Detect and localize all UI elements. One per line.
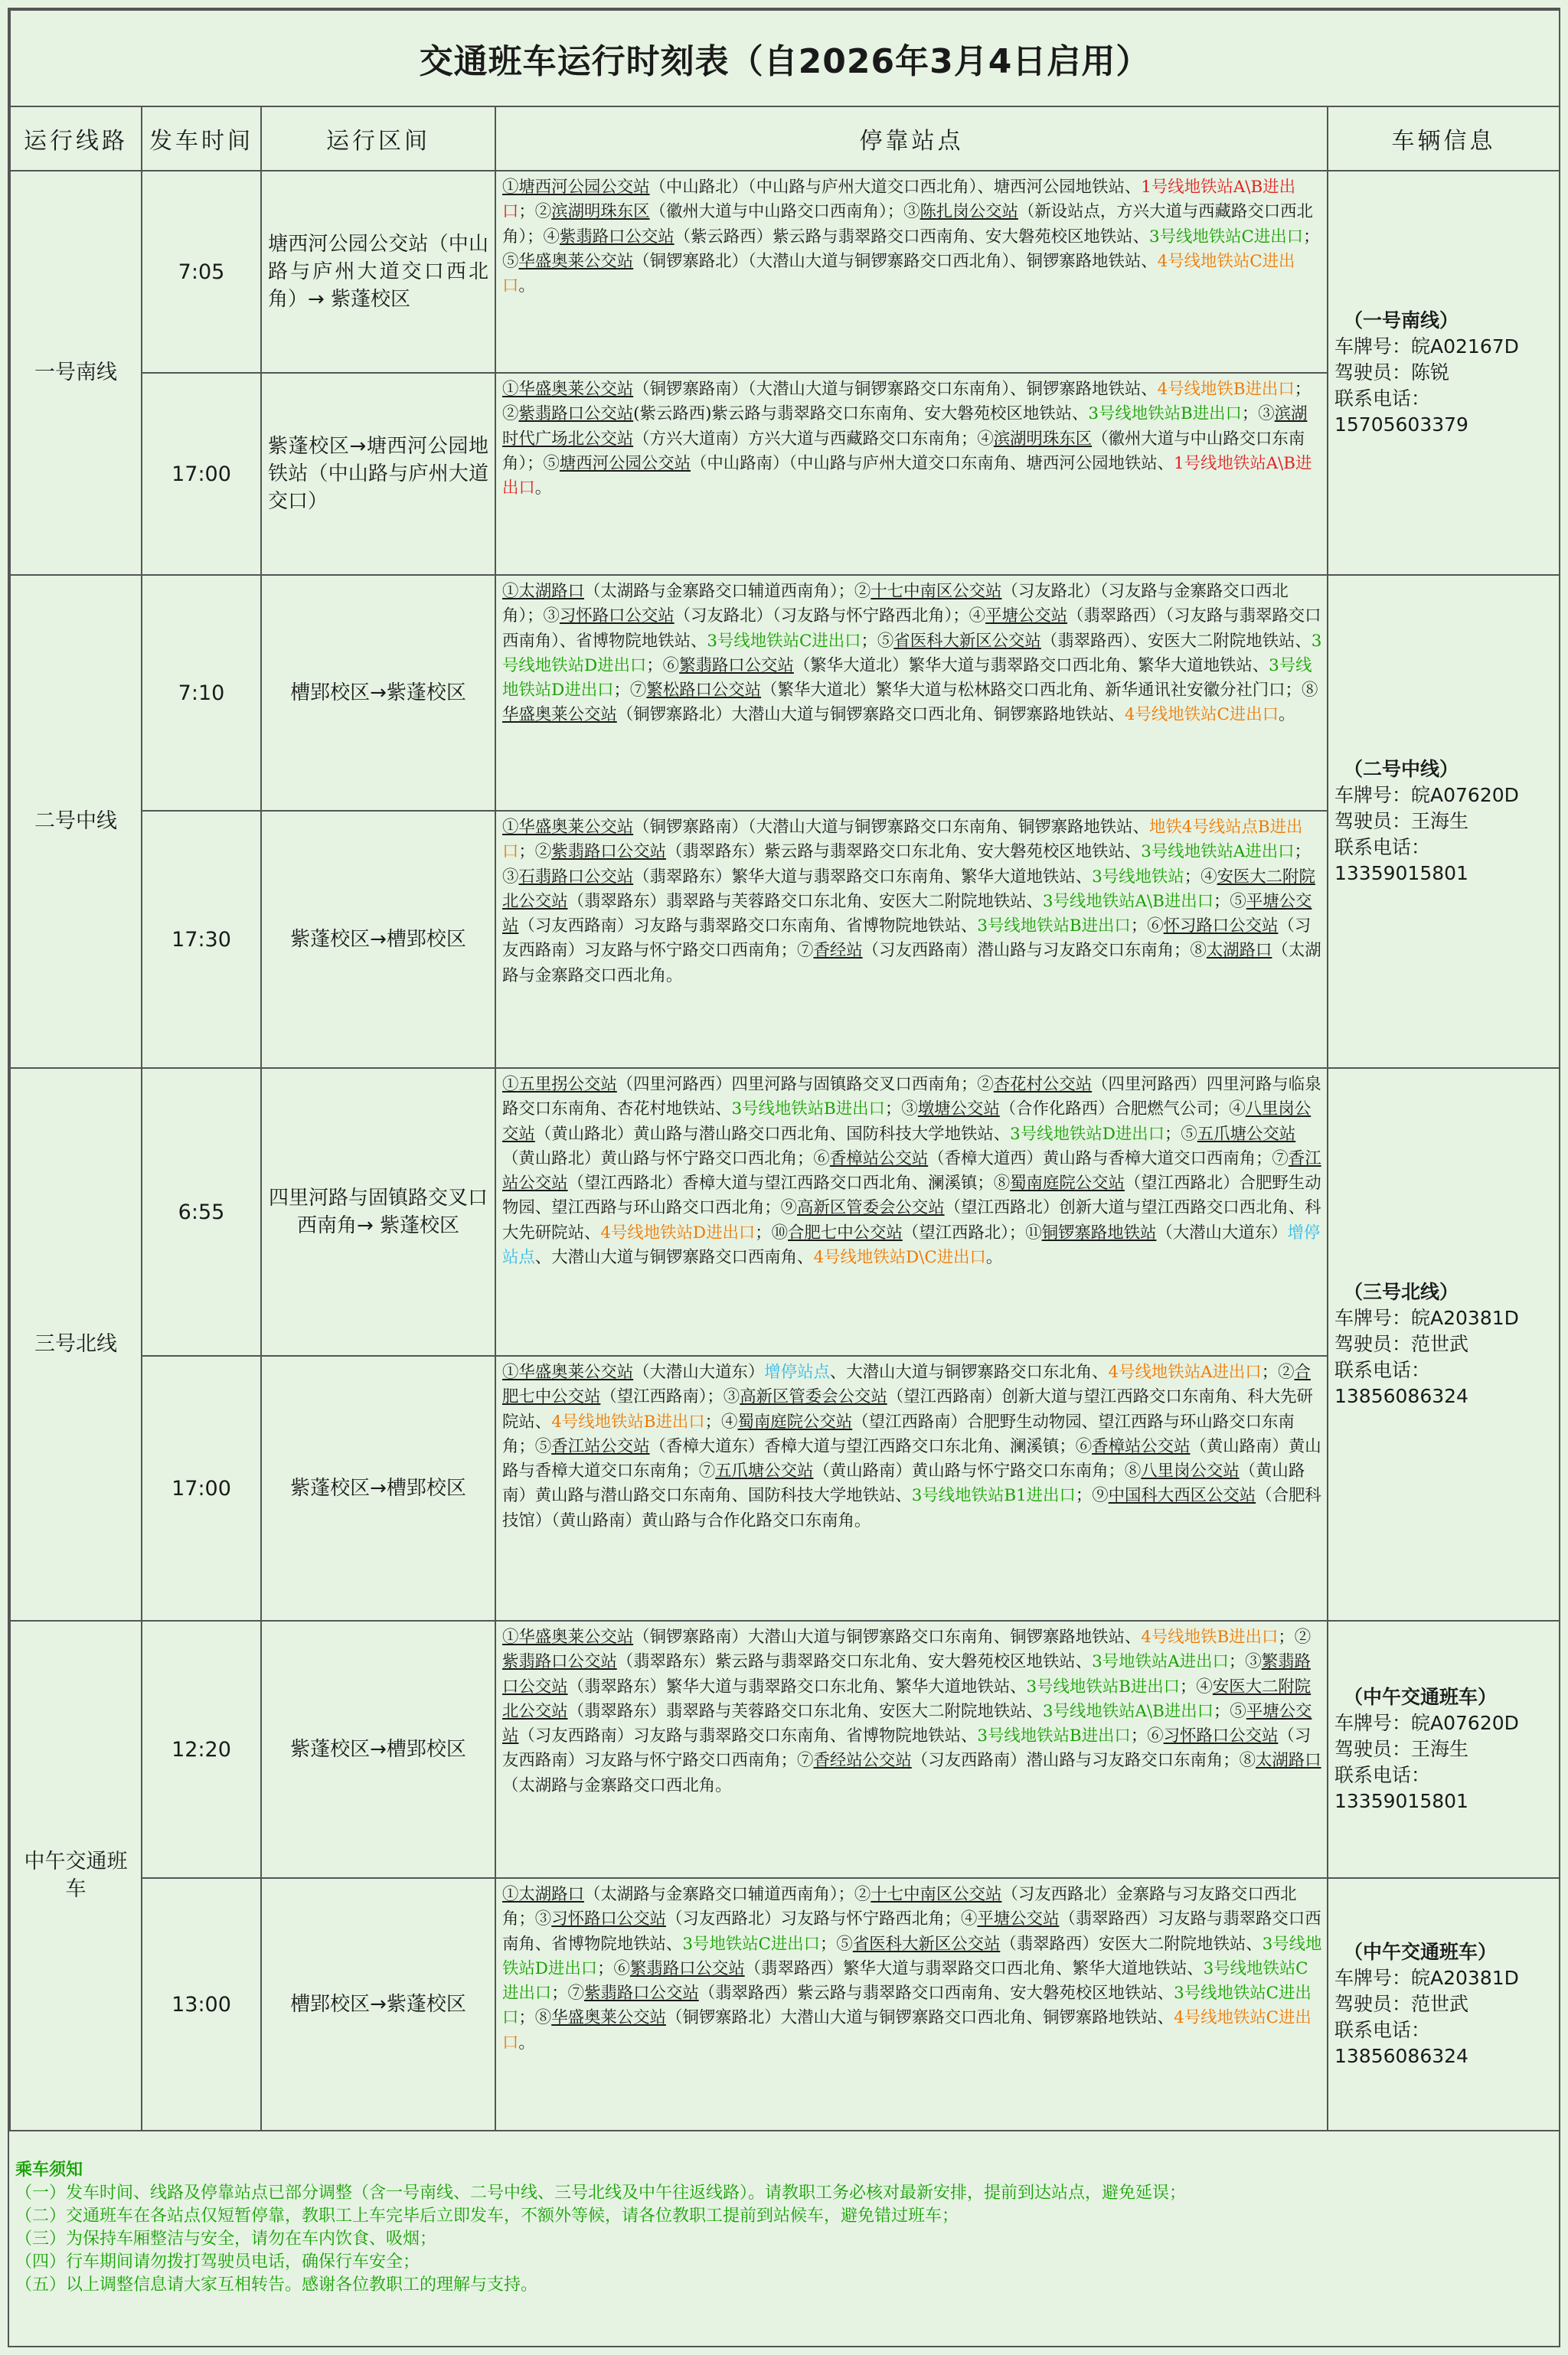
stop-detail: （翡翠路西）繁华大道与翡翠路交口西北角、繁华大道地铁站、	[744, 1958, 1204, 1978]
stop-name: 安医大二附院北公交站	[502, 1677, 1312, 1721]
stop-detail: ；⑥	[646, 655, 680, 675]
stop-detail: （铜锣寨路北）大潜山大道与铜锣寨路交口西北角、铜锣寨路地铁站、	[616, 705, 1125, 725]
stop-detail: ；②	[1278, 1628, 1312, 1647]
metro-exit-line3: 3号线地铁站D进出口	[502, 655, 1312, 701]
stop-detail: （习友路北）（习友路与怀宁路西北角）；④	[674, 606, 986, 626]
stop-detail: 、大潜山大道与铜锣寨路交口西南角、	[534, 1248, 814, 1268]
stops-cell	[495, 373, 1328, 575]
departure-time: 13:00	[142, 1878, 261, 2131]
stop-name: ①华盛奥莱公交站	[502, 1628, 634, 1647]
stop-detail: （翡翠路东）繁华大道与翡翠路交口东北角、繁华大道地铁站、	[567, 1677, 1027, 1697]
stop-detail: （习友西路北）金寨路与习友路交口西北角；③	[502, 1885, 1297, 1929]
route-section: 紫蓬校区→塘西河公园地铁站（中山路与庐州大道交口）	[261, 373, 495, 575]
metro-exit-line4: 4号线地铁站A进出口	[1108, 1363, 1262, 1382]
stop-name: 紫翡路口公交站	[551, 842, 666, 862]
stop-detail: （太湖路与金寨路交口辅道西南角）；②	[583, 1885, 871, 1904]
vehicle-phone-label: 联系电话：	[1334, 387, 1431, 410]
metro-exit-line1: 1号线地铁站A\B进出口	[502, 178, 1295, 222]
vehicle-phone: 13359015801	[1334, 1790, 1468, 1812]
stop-detail: （黄山路南）黄山路与香樟大道交口东南角；⑦	[502, 1436, 1321, 1481]
header-time: 发车时间	[142, 106, 261, 171]
stop-detail: 、大潜山大道与铜锣寨路交口东北角、	[829, 1363, 1109, 1382]
stop-name: 紫翡路口公交站	[518, 404, 634, 424]
stop-detail: （大潜山大道东）	[1156, 1223, 1288, 1243]
stop-detail: （翡翠路西）安医大二附院地铁站、	[1000, 1934, 1263, 1954]
stop-name: 香樟站公交站	[1092, 1436, 1191, 1456]
note-item: （三）为保持车厢整洁与安全，请勿在车内饮食、吸烟；	[15, 2229, 437, 2249]
boarding-notes	[15, 2159, 1547, 2297]
metro-exit-line4: 4号线地铁站C进出口	[502, 2008, 1312, 2053]
vehicle-plate: 车牌号：皖A20381D	[1334, 1307, 1519, 1329]
stop-detail: （铜锣寨路北）大潜山大道与铜锣寨路交口西北角、铜锣寨路地铁站、	[665, 2008, 1174, 2028]
note-item: （五）以上调整信息请大家互相转告。感谢各位教职工的理解与支持。	[15, 2275, 538, 2295]
vehicle-title: （一号南线）	[1344, 309, 1459, 332]
table-row	[10, 1068, 1560, 1356]
stops-cell	[495, 1068, 1328, 1356]
stop-detail: （黄山路北）黄山路与怀宁路交口西北角；⑥	[502, 1148, 830, 1168]
vehicle-phone: 15705603379	[1334, 413, 1468, 436]
added-stop-note: 增停站点	[764, 1363, 830, 1382]
stop-detail: （翡翠路东）翡翠路与芙蓉路交口东北角、安医大二附院地铁站、	[567, 891, 1043, 911]
stop-detail: （四里河路西）四里河路与固镇路交叉口西南角；②	[616, 1075, 994, 1094]
stop-detail: （太湖路与金寨路交口辅道西南角）；②	[583, 582, 871, 601]
departure-time: 6:55	[142, 1068, 261, 1356]
departure-time: 17:00	[142, 1356, 261, 1621]
table-row	[10, 811, 1560, 1068]
metro-exit-line4: 4号线地铁站C进出口	[502, 251, 1295, 296]
vehicle-driver: 驾驶员：范世武	[1334, 1993, 1469, 2015]
metro-exit-line1: 1号线地铁站A\B进出口	[502, 453, 1312, 498]
stop-name: 繁翡路口公交站	[629, 1958, 745, 1978]
stops-cell	[495, 1356, 1328, 1621]
table-row	[10, 575, 1560, 811]
stop-name: 省医科大新区公交站	[893, 631, 1041, 651]
stop-name: 太湖路口	[1256, 1751, 1321, 1771]
route-section: 槽郢校区→紫蓬校区	[261, 575, 495, 811]
departure-time: 12:20	[142, 1621, 261, 1878]
stop-name: 习怀路口公交站	[551, 1909, 666, 1929]
stop-name: 合肥七中公交站	[502, 1363, 1311, 1407]
stop-name: 八里岗公交站	[1141, 1462, 1240, 1481]
stop-name: 紫翡路口公交站	[583, 1984, 699, 2004]
stop-name: 繁翡路口公交站	[679, 655, 794, 675]
stop-detail: （徽州大道与中山路交口西南角）；③	[649, 202, 920, 222]
vehicle-plate: 车牌号：皖A07620D	[1334, 1712, 1519, 1734]
stop-detail: ；④	[1184, 867, 1217, 887]
stop-detail: ；⑤	[1165, 1124, 1197, 1144]
stop-detail: ；②	[1261, 1363, 1295, 1382]
stop-name: 十七中南区公交站	[871, 582, 1002, 601]
stop-detail: ；③	[1241, 404, 1275, 424]
vehicle-title: （中午交通班车）	[1344, 1941, 1498, 1963]
stop-detail: （中山路南）（中山路与庐州大道交口东南角、塘西河公园地铁站、	[691, 453, 1174, 473]
metro-exit-line3: 3号线地铁站	[1092, 867, 1184, 887]
header-stops: 停靠站点	[495, 106, 1328, 171]
stop-name: 蜀南庭院公交站	[737, 1412, 853, 1432]
stop-detail: ；④	[1180, 1677, 1213, 1697]
stop-detail: （大潜山大道东）	[633, 1363, 765, 1382]
stop-name: 五爪塘公交站	[1197, 1124, 1296, 1144]
vehicle-phone: 13856086324	[1334, 1385, 1468, 1407]
stop-detail: （太湖路与金寨路交口西北角。	[502, 1775, 732, 1795]
stop-detail: ；③	[1228, 1652, 1262, 1672]
stop-name: 香江站公交站	[551, 1436, 650, 1456]
stop-name: ①华盛奥莱公交站	[502, 818, 634, 837]
stop-detail: （翡翠路西）、安医大二附院地铁站、	[1040, 631, 1312, 651]
vehicle-phone-label: 联系电话：	[1334, 1764, 1431, 1786]
stop-name: 平塘公交站	[502, 891, 1312, 936]
stop-detail: (紫云路西)紫云路与翡翠路交口东南角、安大磐苑校区地铁站、	[633, 404, 1089, 424]
stop-name: 高新区管委会公交站	[740, 1387, 887, 1407]
vehicle-driver: 驾驶员：陈锐	[1334, 361, 1450, 384]
route-section: 槽郢校区→紫蓬校区	[261, 1878, 495, 2131]
stop-detail: ；⑦	[613, 681, 647, 701]
stop-name: 八里岗公交站	[502, 1099, 1312, 1144]
stop-name: 香经站公交站	[813, 1751, 912, 1771]
stop-detail: （习友西路南）习友路与翡翠路交口东南角、省博物院地铁站、	[518, 916, 978, 936]
metro-exit-line3: 3号地铁站A进出口	[1092, 1652, 1229, 1672]
vehicle-plate: 车牌号：皖A20381D	[1334, 1967, 1519, 1989]
stop-detail: （中山路北）（中山路与庐州大道交口西北角）、塘西河公园地铁站、	[649, 178, 1142, 197]
added-stop-note: 增停站点	[502, 1223, 1321, 1268]
stop-detail: ；⑥	[1130, 916, 1164, 936]
stop-detail: （翡翠路西）（习友路与翡翠路交口西南角）、省博物院地铁站、	[502, 606, 1321, 651]
stop-name: ①华盛奥莱公交站	[502, 380, 634, 399]
stop-detail: ；②	[502, 380, 1312, 424]
stop-name: 省医科大新区公交站	[852, 1934, 1001, 1954]
stops-cell	[495, 1621, 1328, 1878]
stop-detail: （习友西路南）潜山路与习友路交口东南角；⑧	[911, 1751, 1256, 1771]
route-name: 二号中线	[10, 575, 142, 1068]
stops-cell	[495, 1878, 1328, 2131]
stop-detail: （望江西路南）合肥野生动物园、望江西路与环山路交口东南角；⑤	[502, 1412, 1295, 1456]
stops-cell	[495, 811, 1328, 1068]
stop-detail: ；⑤	[502, 227, 1320, 271]
metro-exit-line3: 3号线地铁站C进出口	[502, 1984, 1312, 2028]
table-row	[10, 1878, 1560, 2131]
stop-detail: （习友路北）（习友路与金寨路交口西北角）；③	[502, 582, 1289, 626]
metro-exit-line3: 3号线地铁站D进出口	[1010, 1124, 1165, 1144]
route-name: 三号北线	[10, 1068, 142, 1621]
stop-detail: ；⑨	[1075, 1486, 1109, 1506]
vehicle-info	[1328, 1068, 1560, 1621]
stop-name: 十七中南区公交站	[871, 1885, 1002, 1904]
metro-exit-line4: 4号线地铁站C进出口	[1124, 705, 1279, 725]
route-section: 紫蓬校区→槽郢校区	[261, 1621, 495, 1878]
metro-exit-line3: 3号线地铁站C进出口	[502, 1958, 1308, 2004]
vehicle-info	[1328, 171, 1560, 575]
stop-detail: （太湖路与金寨路交口西北角。	[502, 941, 1321, 985]
stop-name: 繁松路口公交站	[646, 681, 762, 701]
stop-detail: （望江西路南）创新大道与望江西路交口东南角、科大先研院站、	[502, 1387, 1313, 1432]
metro-exit-line3: 3号线地铁站D进出口	[502, 631, 1322, 675]
metro-exit-line3: 3号线地铁站B进出口	[731, 1099, 885, 1119]
stop-detail: 。	[534, 479, 552, 498]
stop-name: 墩塘公交站	[917, 1099, 1000, 1119]
stop-detail: 。	[985, 1248, 1003, 1268]
stop-name: 滨湖明珠东区	[551, 202, 650, 222]
metro-exit-line4: 4号线地铁B进出口	[1141, 1628, 1279, 1647]
stop-name: 紫翡路口公交站	[559, 227, 675, 247]
note-item: （四）行车期间请勿拨打驾驶员电话，确保行车安全；	[15, 2252, 420, 2272]
stop-detail: （翡翠路东）繁华大道与翡翠路交口东南角、繁华大道地铁站、	[633, 867, 1093, 887]
stop-name: ①五里拐公交站	[502, 1075, 617, 1094]
route-section: 四里河路与固镇路交叉口西南角→ 紫蓬校区	[261, 1068, 495, 1356]
stop-detail: ；③	[502, 842, 1311, 887]
vehicle-phone: 13856086324	[1334, 2045, 1468, 2067]
stop-name: 华盛奥莱公交站	[518, 251, 634, 271]
route-section: 紫蓬校区→槽郢校区	[261, 811, 495, 1068]
stop-detail: （黄山路南）黄山路与潜山路交口东南角、国防科技大学地铁站、	[502, 1462, 1305, 1506]
stop-name: 合肥七中公交站	[788, 1223, 903, 1243]
stop-detail: （铜锣寨路南）（大潜山大道与铜锣寨路交口东南角）、铜锣寨路地铁站、	[633, 380, 1158, 399]
vehicle-phone-label: 联系电话：	[1334, 1359, 1431, 1381]
stop-name: 平塘公交站	[977, 1909, 1060, 1929]
stop-name: 中国科大西区公交站	[1108, 1486, 1256, 1506]
vehicle-info	[1328, 1621, 1560, 1878]
timetable	[9, 9, 1560, 2131]
stop-detail: （习友西路南）习友路与翡翠路交口东南角、省博物院地铁站、	[518, 1726, 978, 1746]
vehicle-info	[1328, 1878, 1560, 2131]
stop-name: 香经站	[813, 941, 863, 961]
route-section: 塘西河公园公交站（中山路与庐州大道交口西北角）→ 紫蓬校区	[261, 171, 495, 373]
stop-detail: （习友西路南）习友路与怀宁路交口西南角；⑦	[502, 1726, 1312, 1771]
vehicle-title: （中午交通班车）	[1344, 1686, 1498, 1708]
metro-exit-line3: 3号线地铁站A进出口	[1141, 842, 1295, 862]
stop-detail: （习友西路北）习友路与怀宁路西北角；④	[665, 1909, 978, 1929]
stop-detail: （望江西路南）；③	[600, 1387, 740, 1407]
route-name: 中午交通班车	[10, 1621, 142, 2131]
note-item: （一）发车时间、线路及停靠站点已部分调整（含一号南线、二号中线、三号北线及中午往返线路）。请教职工务必核对最新安排，提前到达站点，避免延误；	[15, 2184, 1187, 2203]
stop-detail: ；⑩	[755, 1223, 789, 1243]
stop-detail: （方兴大道南）方兴大道与西藏路交口东南角；④	[633, 429, 994, 449]
stop-name: 习怀路口公交站	[559, 606, 675, 626]
stop-detail: 。	[1278, 705, 1295, 725]
stop-detail: （徽州大道与中山路交口东南角）；⑤	[502, 429, 1305, 473]
stop-name: 繁翡路口公交站	[502, 1652, 1311, 1697]
stop-name: 滨湖时代广场北公交站	[502, 404, 1308, 449]
departure-time: 17:30	[142, 811, 261, 1068]
vehicle-driver: 驾驶员：王海生	[1334, 810, 1469, 832]
metro-exit-line3: 3号线地铁站B1进出口	[911, 1486, 1076, 1506]
metro-exit-line4: 4号线地铁站D\C进出口	[813, 1248, 986, 1268]
stop-detail: ；⑧	[518, 2008, 552, 2028]
stop-name: 香江站公交站	[502, 1148, 1321, 1194]
stop-detail: （黄山路北）黄山路与潜山路交口西北角、国防科技大学地铁站、	[534, 1124, 1011, 1144]
table-row	[10, 171, 1560, 373]
stop-name: ①塘西河公园公交站	[502, 178, 650, 197]
stop-detail: ；⑤	[1214, 1701, 1246, 1721]
stop-detail: 。	[518, 276, 535, 296]
vehicle-phone-label: 联系电话：	[1334, 2019, 1431, 2041]
table-row	[10, 1356, 1560, 1621]
metro-exit-line3: 3号线地铁站B进出口	[977, 1726, 1131, 1746]
stop-detail: （望江西路北）创新大道与望江西路交口西北角、科大先研院站、	[502, 1198, 1321, 1243]
stop-detail: （翡翠路西）紫云路与翡翠路交口西南角、安大磐苑校区地铁站、	[698, 1984, 1174, 2004]
table-row	[10, 1621, 1560, 1878]
metro-exit-line3: 3号线地铁站C进出口	[1148, 227, 1304, 247]
stop-detail: （四里河路西）四里河路与临泉路交口东南角、杏花村地铁站、	[502, 1075, 1321, 1119]
metro-exit-line3: 3号线地铁站A\B进出口	[1042, 891, 1214, 911]
timetable-sheet	[8, 8, 1560, 2347]
stop-name: 石翡路口公交站	[518, 867, 634, 887]
header-section: 运行区间	[261, 106, 495, 171]
metro-exit-line3: 3号线地铁站B进出口	[977, 916, 1131, 936]
route-section: 紫蓬校区→槽郢校区	[261, 1356, 495, 1621]
stop-detail: （黄山路南）黄山路与怀宁路交口东南角；⑧	[813, 1462, 1142, 1481]
stop-name: 太湖路口	[1206, 941, 1272, 961]
vehicle-title: （二号中线）	[1344, 758, 1459, 780]
stop-detail: （紫云路西）紫云路与翡翠路交口西南角、安大磐苑校区地铁站、	[674, 227, 1149, 247]
stop-name: 华盛奥莱公交站	[502, 705, 617, 725]
stop-detail: （铜锣寨路南）（大潜山大道与铜锣寨路交口东南角、铜锣寨路地铁站、	[633, 818, 1149, 837]
header-vehicle: 车辆信息	[1328, 106, 1560, 171]
stop-detail: （望江西路北）；⑪	[902, 1223, 1042, 1243]
stops-cell	[495, 575, 1328, 811]
stop-detail: （铜锣寨路南）大潜山大道与铜锣寨路交口东南角、铜锣寨路地铁站、	[633, 1628, 1142, 1647]
stop-name: ①太湖路口	[502, 1885, 584, 1904]
stop-name: 安医大二附院北公交站	[502, 867, 1315, 911]
metro-exit-line4: 4号线地铁B进出口	[1157, 380, 1295, 399]
stop-detail: （香樟大道西）黄山路与香樟大道交口西南角；⑦	[928, 1148, 1289, 1168]
stop-detail: （合肥科技馆）（黄山路南）黄山路与合作化路交口东南角。	[502, 1486, 1321, 1530]
stop-detail: （香樟大道东）香樟大道与望江西路交口东北角、澜溪镇；⑥	[649, 1436, 1093, 1456]
vehicle-plate: 车牌号：皖A02167D	[1334, 335, 1519, 358]
stop-detail: ；⑥	[1130, 1726, 1164, 1746]
stop-detail: ；④	[704, 1412, 738, 1432]
departure-time: 17:00	[142, 373, 261, 575]
vehicle-driver: 驾驶员：王海生	[1334, 1738, 1469, 1760]
stop-detail: ；⑤	[861, 631, 894, 651]
stop-detail: （翡翠路西）习友路与翡翠路交口西南角、省博物院地铁站、	[502, 1909, 1321, 1954]
stop-detail: （习友西路南）习友路与怀宁路交口西南角；⑦	[502, 916, 1312, 961]
stop-name: 铜锣寨路地铁站	[1041, 1223, 1157, 1243]
stop-detail: ；⑦	[551, 1984, 584, 2004]
vehicle-plate: 车牌号：皖A07620D	[1334, 784, 1519, 806]
vehicle-phone-label: 联系电话：	[1334, 836, 1431, 858]
metro-exit-line3: 3号线地铁站A\B进出口	[1042, 1701, 1214, 1721]
metro-exit-line3: 3号线地铁站B进出口	[1026, 1677, 1180, 1697]
stop-name: 滨湖明珠东区	[993, 429, 1093, 449]
vehicle-info	[1328, 575, 1560, 1068]
notes-title: 乘车须知	[15, 2161, 83, 2180]
stop-name: 高新区管委会公交站	[797, 1198, 945, 1218]
stop-detail: ；⑤	[1214, 891, 1246, 911]
metro-exit-line4: 地铁4号线站点B进出口	[502, 818, 1303, 862]
stop-name: 怀习路口公交站	[1163, 916, 1279, 936]
stop-detail: （繁华大道北）繁华大道与翡翠路交口西北角、繁华大道地铁站、	[793, 655, 1269, 675]
stops-cell	[495, 171, 1328, 373]
stop-detail: 。	[518, 2033, 535, 2053]
metro-exit-line3: 3号线地铁站B进出口	[1088, 404, 1242, 424]
stop-detail: （新设站点，方兴大道与西藏路交口西北角）；④	[502, 202, 1313, 247]
vehicle-driver: 驾驶员：范世武	[1334, 1333, 1469, 1355]
stop-detail: （习友西路南）潜山路与习友路交口东南角；⑧	[862, 941, 1207, 961]
metro-exit-line3: 3号地铁站C进出口	[682, 1934, 821, 1954]
stop-detail: （望江西路北）香樟大道与望江西路交口西北角、澜溪镇；⑧	[567, 1174, 1011, 1194]
stop-detail: （繁华大道北）繁华大道与松林路交口西北角、新华通讯社安徽分社门口；⑧	[761, 681, 1318, 701]
metro-exit-line3: 3号线地铁站C进出口	[707, 631, 861, 651]
route-name: 一号南线	[10, 171, 142, 575]
stop-detail: （翡翠路东）紫云路与翡翠路交口东北角、安大磐苑校区地铁站、	[665, 842, 1142, 862]
stop-detail: ；②	[518, 202, 552, 222]
metro-exit-line4: 4号线地铁站D进出口	[600, 1223, 756, 1243]
table-row	[10, 373, 1560, 575]
note-item: （二）交通班车在各站点仅短暂停靠，教职工上车完毕后立即发车，不额外等候，请各位教职工提前到站候车，避免错过班车；	[15, 2206, 959, 2226]
stop-name: 平塘公交站	[985, 606, 1068, 626]
metro-exit-line4: 4号线地铁站B进出口	[551, 1412, 705, 1432]
stop-name: 塘西河公园公交站	[559, 453, 691, 473]
stop-name: ①华盛奥莱公交站	[502, 1363, 634, 1382]
metro-exit-line3: 3号线地铁站D进出口	[502, 1934, 1322, 1978]
stop-detail: （望江西路北）合肥野生动物园、望江西路与环山路交口西北角；⑨	[502, 1174, 1321, 1218]
stop-name: 紫翡路口公交站	[502, 1652, 617, 1672]
vehicle-phone: 13359015801	[1334, 862, 1468, 884]
stop-detail: （合作化路西）合肥燃气公司；④	[999, 1099, 1246, 1119]
stop-name: 五爪塘公交站	[715, 1462, 814, 1481]
stop-detail: （翡翠路东）紫云路与翡翠路交口东北角、安大磐苑校区地铁站、	[616, 1652, 1093, 1672]
stop-name: 平塘公交站	[502, 1701, 1312, 1746]
stop-name: 香樟站公交站	[829, 1148, 929, 1168]
vehicle-title: （三号北线）	[1344, 1281, 1459, 1303]
header-route: 运行线路	[10, 106, 142, 171]
departure-time: 7:10	[142, 575, 261, 811]
stop-detail: ；⑤	[820, 1934, 853, 1954]
stop-detail: ；③	[884, 1099, 918, 1119]
stop-detail: （翡翠路东）翡翠路与芙蓉路交口东北角、安医大二附院地铁站、	[567, 1701, 1043, 1721]
stop-name: 蜀南庭院公交站	[1010, 1174, 1125, 1194]
stop-detail: ；②	[518, 842, 552, 862]
stop-name: 华盛奥莱公交站	[551, 2008, 666, 2028]
stop-name: ①太湖路口	[502, 582, 584, 601]
stop-name: 习怀路口公交站	[1163, 1726, 1279, 1746]
stop-detail: （铜锣寨路北）（大潜山大道与铜锣寨路交口西北角）、铜锣寨路地铁站、	[633, 251, 1158, 271]
stop-detail: ；⑥	[597, 1958, 630, 1978]
stop-name: 杏花村公交站	[993, 1075, 1093, 1094]
stop-name: 陈扎岗公交站	[920, 202, 1018, 222]
departure-time: 7:05	[142, 171, 261, 373]
page-title: 交通班车运行时刻表（自2026年3月4日启用）	[10, 10, 1560, 106]
